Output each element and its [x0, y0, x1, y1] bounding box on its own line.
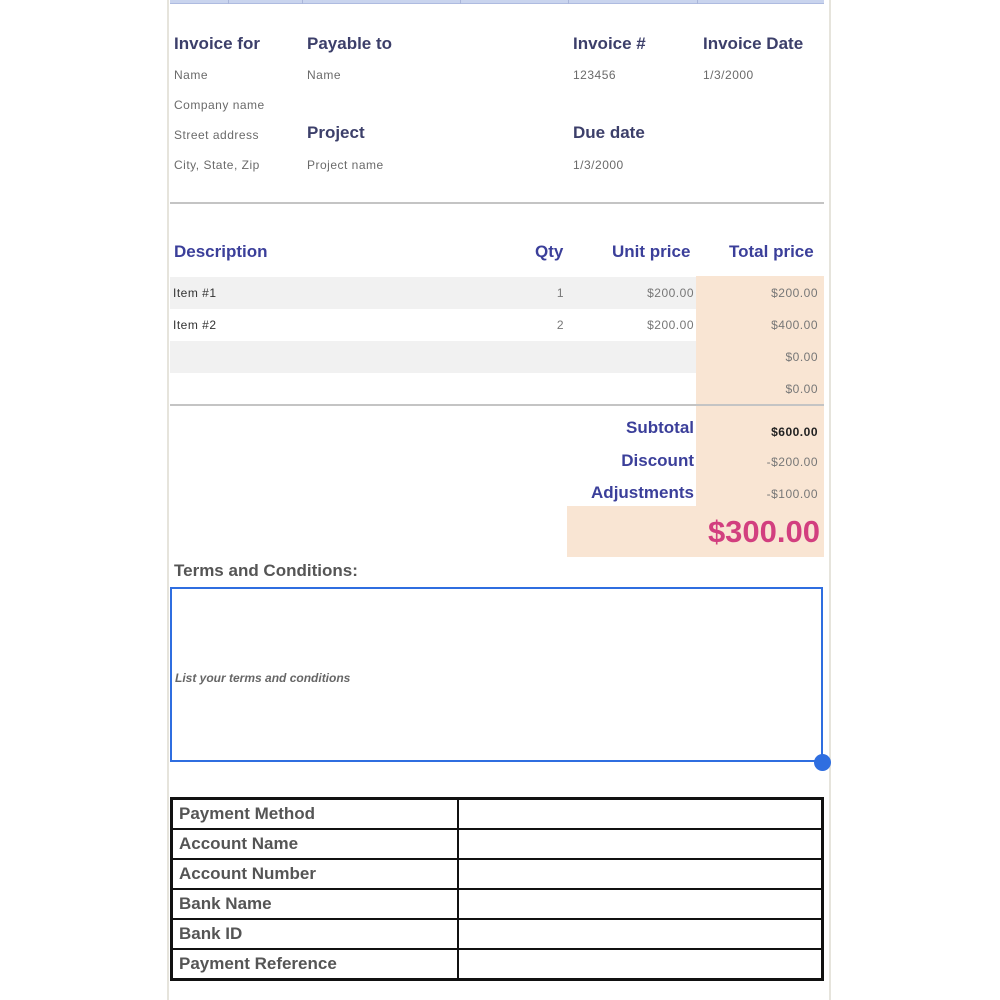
payment-value[interactable]	[458, 889, 823, 919]
invoice-for-heading: Invoice for	[174, 34, 260, 53]
payment-label: Account Number	[172, 859, 459, 889]
payment-value[interactable]	[458, 949, 823, 980]
payment-label: Bank ID	[172, 919, 459, 949]
payment-row	[172, 949, 823, 980]
terms-input-cell[interactable]	[170, 587, 823, 762]
payment-value[interactable]	[458, 859, 823, 889]
adjustments-label: Adjustments	[591, 483, 694, 502]
fill-handle[interactable]	[814, 754, 831, 771]
total-price-header: Total price	[729, 242, 814, 261]
item-unit-price[interactable]: $200.00	[647, 318, 694, 332]
item-unit-price[interactable]: $200.00	[647, 286, 694, 300]
subtotal-value[interactable]: $600.00	[771, 425, 818, 439]
column-header-strip	[170, 0, 824, 4]
terms-placeholder: List your terms and conditions	[175, 671, 351, 685]
column-divider[interactable]	[697, 0, 698, 4]
invoice-date-heading: Invoice Date	[703, 34, 804, 53]
invoice-for-city[interactable]: City, State, Zip	[174, 158, 260, 172]
payment-details-table	[170, 797, 824, 981]
payable-to-name[interactable]: Name	[307, 68, 342, 82]
grand-total: $300.00	[707, 514, 820, 549]
table-bottom-divider	[170, 404, 824, 406]
payment-value[interactable]	[458, 829, 823, 859]
description-header: Description	[174, 242, 268, 261]
table-row[interactable]	[170, 373, 696, 405]
payment-row	[172, 919, 823, 949]
item-description[interactable]: Item #2	[173, 318, 217, 332]
invoice-for-company[interactable]: Company name	[174, 98, 265, 112]
payment-value[interactable]	[458, 799, 823, 830]
payment-row	[172, 799, 823, 830]
subtotal-label: Subtotal	[626, 418, 694, 437]
payment-label: Payment Method	[172, 799, 459, 830]
table-row[interactable]	[170, 341, 696, 373]
column-divider[interactable]	[302, 0, 303, 4]
item-total-price[interactable]: $200.00	[771, 286, 818, 300]
payable-to-heading: Payable to	[307, 34, 393, 53]
invoice-number-value[interactable]: 123456	[573, 68, 617, 82]
payment-value[interactable]	[458, 919, 823, 949]
payment-label: Bank Name	[172, 889, 459, 919]
terms-title: Terms and Conditions:	[174, 561, 358, 580]
payment-row	[172, 889, 823, 919]
invoice-for-street[interactable]: Street address	[174, 128, 260, 142]
payment-row	[172, 859, 823, 889]
column-divider[interactable]	[460, 0, 461, 4]
project-heading: Project	[307, 123, 365, 142]
payment-row	[172, 829, 823, 859]
table-row[interactable]	[170, 277, 696, 309]
payment-label: Payment Reference	[172, 949, 459, 980]
discount-label: Discount	[621, 451, 694, 470]
item-total-price[interactable]: $400.00	[771, 318, 818, 332]
invoice-number-heading: Invoice #	[573, 34, 646, 53]
item-total-price[interactable]: $0.00	[785, 350, 818, 364]
column-divider[interactable]	[228, 0, 229, 4]
item-qty[interactable]: 1	[556, 286, 564, 300]
unit-price-header: Unit price	[612, 242, 691, 261]
qty-header: Qty	[535, 242, 564, 261]
due-date-value[interactable]: 1/3/2000	[573, 158, 624, 172]
column-divider[interactable]	[568, 0, 569, 4]
item-description[interactable]: Item #1	[173, 286, 217, 300]
item-total-price[interactable]: $0.00	[785, 382, 818, 396]
table-row[interactable]	[170, 309, 696, 341]
item-qty[interactable]: 2	[556, 318, 564, 332]
due-date-heading: Due date	[573, 123, 645, 142]
section-divider	[170, 202, 824, 204]
invoice-for-name[interactable]: Name	[174, 68, 209, 82]
project-name[interactable]: Project name	[307, 158, 384, 172]
invoice-date-value[interactable]: 1/3/2000	[703, 68, 754, 82]
payment-label: Account Name	[172, 829, 459, 859]
discount-value[interactable]: -$200.00	[766, 455, 818, 469]
adjustments-value[interactable]: -$100.00	[766, 487, 818, 501]
